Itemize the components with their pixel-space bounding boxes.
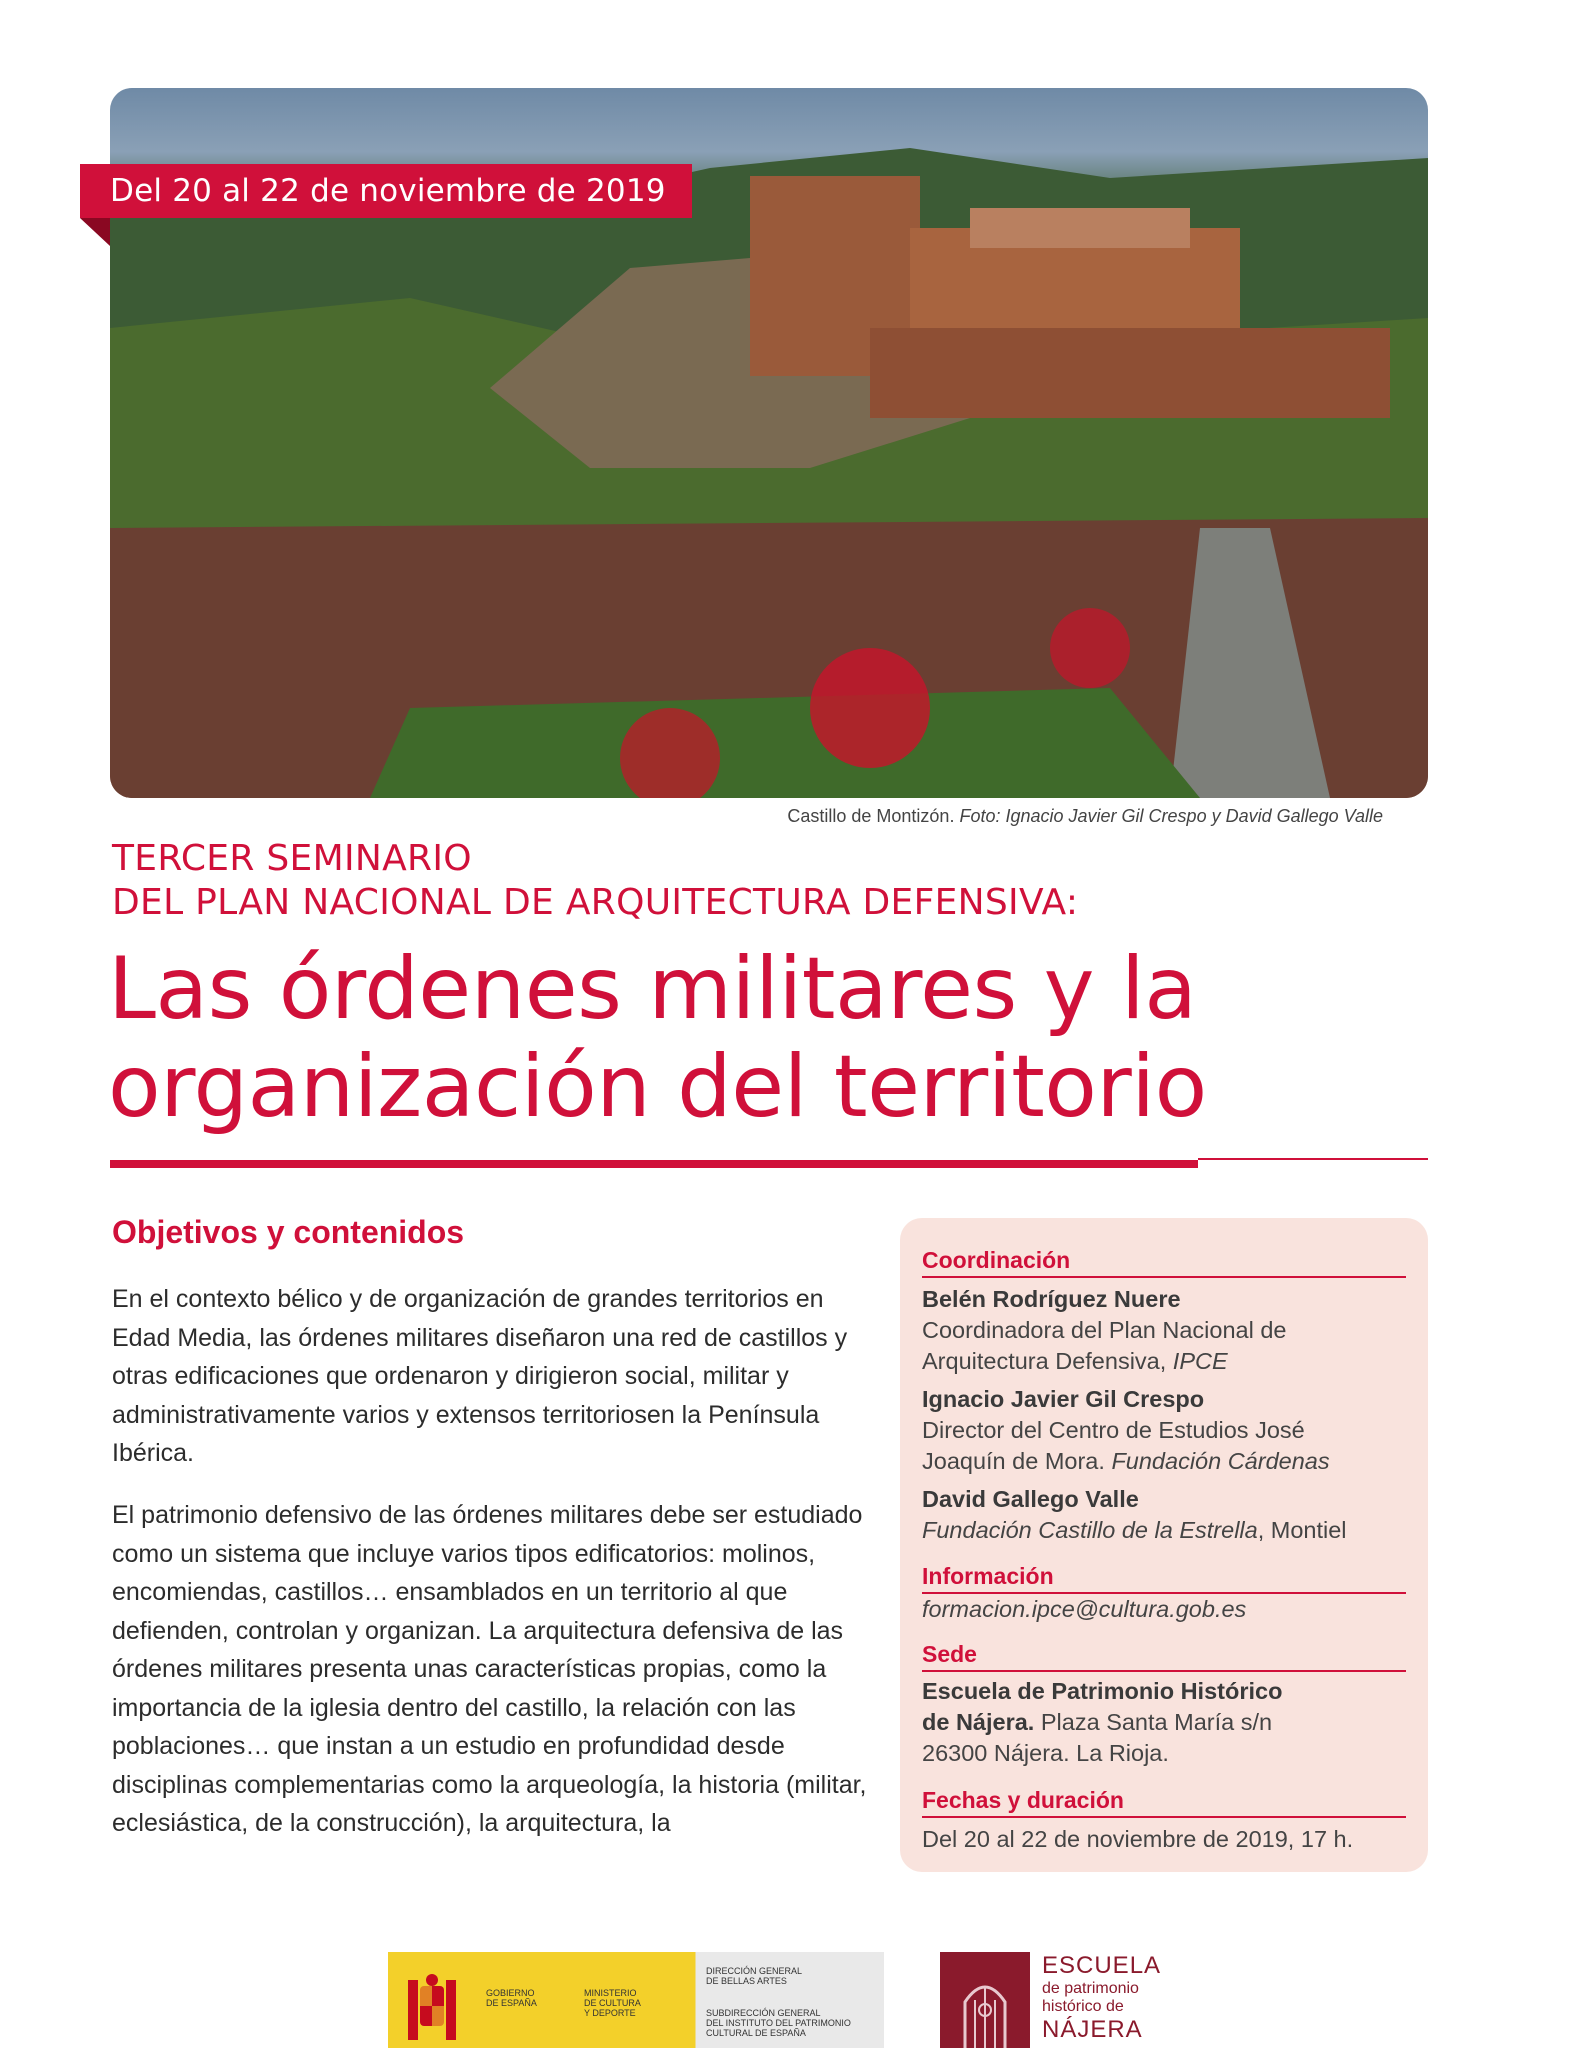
person1-name: Belén Rodríguez Nuere (922, 1286, 1181, 1312)
coat-of-arms-icon (402, 1972, 462, 2048)
headline-line1: Las órdenes militares y la (108, 939, 1197, 1039)
school-name-line3: histórico de (1042, 1998, 1124, 2015)
person3-org: Fundación Castillo de la Estrella (922, 1517, 1258, 1543)
venue-address-line2: 26300 Nájera. La Rioja. (922, 1740, 1169, 1766)
date-tab: Del 20 al 22 de noviembre de 2019 (80, 164, 692, 218)
person3-name: David Gallego Valle (922, 1486, 1139, 1512)
headline (108, 940, 1438, 1136)
person2-role-line1: Director del Centro de Estudios José (922, 1417, 1305, 1443)
dates-heading: Fechas y duración (922, 1786, 1406, 1818)
school-name-line2: de patrimonio (1042, 1980, 1139, 1997)
objectives-paragraph-2: El patrimonio defensivo de las órdenes militares debe ser estudiado como un sistema que incluye varios tipos edificatorios: molinos, encomiendas, castillos… ensamblados en un territorio al que defienden, controlan y organizan. La arquitectura defensiva de las órdenes militares presenta unas características propias, como la importancia de la iglesia dentro del castillo, la relación con las poblaciones… que instan a un estudio en profundidad desde disciplinas complementarias como la arqueología, la historia (militar, eclesiástica, de la construcción), la arquitectura, la (112, 1501, 867, 1837)
venue-heading: Sede (922, 1640, 1406, 1672)
person2-name: Ignacio Javier Gil Crespo (922, 1386, 1205, 1412)
information-heading: Información (922, 1562, 1406, 1594)
date-tab-fold (80, 218, 110, 246)
person2-role-line2: Joaquín de Mora. Fundación Cárdenas (922, 1448, 1330, 1474)
objectives-heading: Objetivos y contenidos (112, 1214, 465, 1250)
kicker-line1: TERCER SEMINARIO (112, 838, 472, 879)
dg-ipce-text: SUBDIRECCIÓN GENERAL DEL INSTITUTO DEL PATRIMONIO CULTURAL DE ESPAÑA (706, 2008, 851, 2038)
gothic-window-icon (940, 1952, 1030, 2048)
title-rule-thin (1198, 1158, 1428, 1160)
school-emblem (940, 1952, 1030, 2048)
venue-name-line2: de Nájera. Plaza Santa María s/n (922, 1709, 1273, 1735)
dg-bellas-artes-text: DIRECCIÓN GENERAL DE BELLAS ARTES (706, 1966, 803, 1986)
person3-affiliation: Fundación Castillo de la Estrella, Montiel (922, 1517, 1347, 1543)
government-logo (388, 1952, 884, 2048)
caption-credit: Foto: Ignacio Javier Gil Crespo y David Gallego Valle (959, 806, 1383, 826)
headline-line2: organización del territorio (108, 1037, 1207, 1137)
person2-org: Fundación Cárdenas (1111, 1448, 1330, 1474)
coordination-heading: Coordinación (922, 1246, 1406, 1278)
school-name-line1: ESCUELA (1042, 1952, 1162, 1979)
person1-role-line1: Coordinadora del Plan Nacional de (922, 1317, 1287, 1343)
contact-email[interactable]: formacion.ipce@cultura.gob.es (922, 1596, 1247, 1622)
photo-caption (787, 806, 1383, 827)
kicker-line2: DEL PLAN NACIONAL DE ARQUITECTURA DEFENSIVA: (112, 882, 1079, 923)
venue-name-line1: Escuela de Patrimonio Histórico (922, 1678, 1283, 1704)
caption-place: Castillo de Montizón. (787, 806, 955, 826)
gov-text: GOBIERNO DE ESPAÑA (486, 1988, 537, 2008)
person1-role-line2: Arquitectura Defensiva, IPCE (922, 1348, 1228, 1374)
title-rule-thick (110, 1160, 1198, 1168)
school-name-line4: NÁJERA (1042, 2016, 1143, 2043)
objectives-paragraph-1: En el contexto bélico y de organización de grandes territorios en Edad Media, las órdenes militares diseñaron una red de castillos y otras edificaciones que ordenaron y dirigieron social, militar y administrativamente varios y extensos territoriosen la Península Ibérica. (112, 1285, 848, 1467)
ministry-text: MINISTERIO DE CULTURA Y DEPORTE (584, 1988, 641, 2018)
person1-org: IPCE (1172, 1348, 1228, 1374)
dates-value: Del 20 al 22 de noviembre de 2019, 17 h. (922, 1826, 1354, 1852)
